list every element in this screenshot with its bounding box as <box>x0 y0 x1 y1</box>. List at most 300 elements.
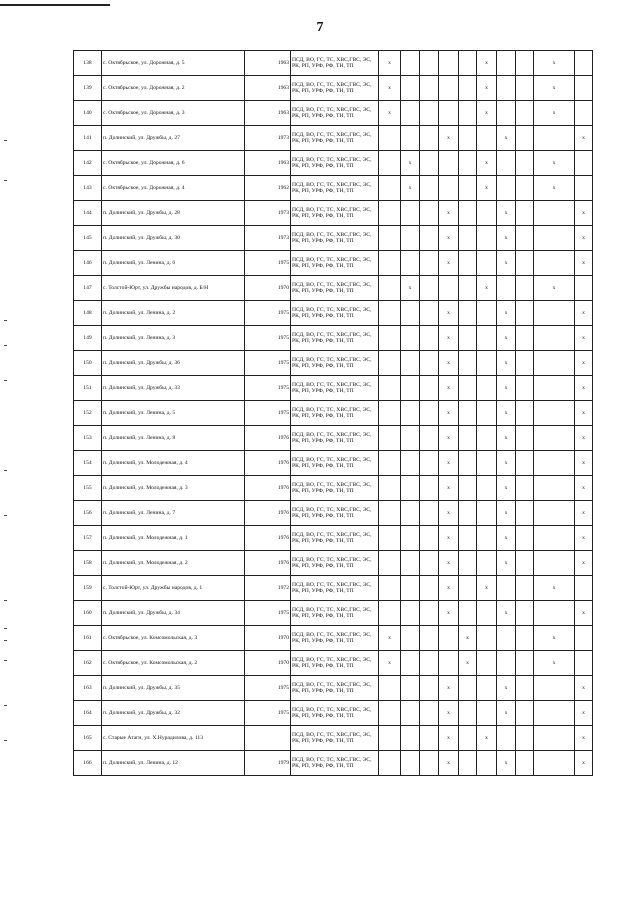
works-list-cell: ПСД, ВО, ГС, ТС, ХВС,ГВС, ЭС, РК, РП, УРФ, РФ, ТН, ТП <box>291 551 379 576</box>
mark-cell <box>401 376 420 401</box>
year-cell: 1975 <box>245 326 291 351</box>
mark-cell <box>497 76 516 101</box>
mark-cell <box>401 501 420 526</box>
mark-cell <box>534 676 575 701</box>
row-number-cell: 143 <box>74 176 102 201</box>
mark-cell <box>575 51 593 76</box>
address-cell: п. Долинский, ул. Дружбы, д. 33 <box>102 376 245 401</box>
mark-cell <box>516 76 534 101</box>
row-number-cell: 158 <box>74 551 102 576</box>
mark-cell <box>401 226 420 251</box>
mark-cell <box>420 601 439 626</box>
register-table-body <box>74 51 593 776</box>
mark-cell <box>459 601 477 626</box>
mark-cell <box>477 251 497 276</box>
mark-cell <box>420 101 439 126</box>
row-number-cell: 160 <box>74 601 102 626</box>
mark-cell <box>516 651 534 676</box>
mark-cell <box>534 751 575 776</box>
mark-cell <box>459 101 477 126</box>
row-number-cell: 165 <box>74 726 102 751</box>
works-list-cell: ПСД, ВО, ГС, ТС, ХВС,ГВС, ЭС, РК, РП, УРФ, РФ, ТН, ТП <box>291 451 379 476</box>
mark-cell <box>459 451 477 476</box>
mark-cell: x <box>575 301 593 326</box>
mark-cell <box>420 51 439 76</box>
mark-cell <box>420 701 439 726</box>
mark-cell: x <box>575 226 593 251</box>
table-row <box>74 176 593 201</box>
mark-cell <box>516 401 534 426</box>
mark-cell <box>534 476 575 501</box>
row-number-cell: 155 <box>74 476 102 501</box>
address-cell: п. Долинский, ул. Ленина, д. 2 <box>102 301 245 326</box>
mark-cell <box>401 751 420 776</box>
row-number-cell: 149 <box>74 326 102 351</box>
mark-cell <box>477 551 497 576</box>
address-cell: п. Долинский, ул. Дружбы, д. 34 <box>102 601 245 626</box>
table-row <box>74 51 593 76</box>
row-number-cell: 141 <box>74 126 102 151</box>
mark-cell: x <box>534 51 575 76</box>
table-row <box>74 226 593 251</box>
mark-cell <box>420 301 439 326</box>
mark-cell <box>534 601 575 626</box>
mark-cell: x <box>534 151 575 176</box>
year-cell <box>245 726 291 751</box>
mark-cell <box>420 76 439 101</box>
mark-cell <box>516 176 534 201</box>
mark-cell <box>459 701 477 726</box>
address-cell: п. Долинский, ул. Ленина, д. 7 <box>102 501 245 526</box>
mark-cell <box>459 176 477 201</box>
mark-cell <box>497 51 516 76</box>
mark-cell: x <box>497 551 516 576</box>
mark-cell <box>379 701 401 726</box>
mark-cell <box>459 401 477 426</box>
works-list-cell: ПСД, ВО, ГС, ТС, ХВС,ГВС, ЭС, РК, РП, УРФ, РФ, ТН, ТП <box>291 76 379 101</box>
mark-cell: x <box>477 76 497 101</box>
mark-cell <box>516 276 534 301</box>
address-cell: с. Толстой-Юрт, ул. Дружбы народов, д. 1 <box>102 576 245 601</box>
mark-cell: x <box>497 451 516 476</box>
works-list-cell: ПСД, ВО, ГС, ТС, ХВС,ГВС, ЭС, РК, РП, УРФ, РФ, ТН, ТП <box>291 626 379 651</box>
mark-cell <box>516 101 534 126</box>
year-cell: 1970 <box>245 276 291 301</box>
mark-cell <box>420 351 439 376</box>
mark-cell <box>516 301 534 326</box>
mark-cell: x <box>439 551 459 576</box>
mark-cell <box>439 151 459 176</box>
works-list-cell: ПСД, ВО, ГС, ТС, ХВС,ГВС, ЭС, РК, РП, УРФ, РФ, ТН, ТП <box>291 176 379 201</box>
address-cell: п. Долинский, ул. Ленина, д. 12 <box>102 751 245 776</box>
mark-cell <box>477 501 497 526</box>
address-cell: п. Долинский, ул. Дружбы, д. 36 <box>102 351 245 376</box>
mark-cell <box>379 751 401 776</box>
address-cell: п. Долинский, ул. Молодежная, д. 3 <box>102 476 245 501</box>
mark-cell <box>401 651 420 676</box>
mark-cell <box>477 426 497 451</box>
mark-cell <box>401 301 420 326</box>
table-row <box>74 476 593 501</box>
mark-cell: x <box>439 601 459 626</box>
address-cell: п. Долинский, ул. Молодежная, д. 1 <box>102 526 245 551</box>
mark-cell <box>379 601 401 626</box>
mark-cell <box>477 301 497 326</box>
mark-cell: x <box>497 676 516 701</box>
mark-cell: x <box>439 676 459 701</box>
margin-tick <box>4 345 7 346</box>
mark-cell: x <box>439 476 459 501</box>
mark-cell: x <box>477 576 497 601</box>
mark-cell: x <box>534 626 575 651</box>
mark-cell <box>477 201 497 226</box>
table-row <box>74 251 593 276</box>
mark-cell <box>534 401 575 426</box>
mark-cell <box>516 376 534 401</box>
mark-cell <box>459 276 477 301</box>
year-cell: 1979 <box>245 751 291 776</box>
mark-cell <box>420 526 439 551</box>
mark-cell <box>420 376 439 401</box>
mark-cell <box>575 176 593 201</box>
mark-cell <box>497 626 516 651</box>
mark-cell <box>379 476 401 501</box>
mark-cell <box>459 226 477 251</box>
table-row <box>74 626 593 651</box>
table-row <box>74 676 593 701</box>
mark-cell <box>379 326 401 351</box>
row-number-cell: 142 <box>74 151 102 176</box>
mark-cell <box>401 326 420 351</box>
mark-cell <box>401 476 420 501</box>
mark-cell <box>401 51 420 76</box>
mark-cell <box>575 276 593 301</box>
mark-cell <box>516 751 534 776</box>
mark-cell <box>420 651 439 676</box>
mark-cell: x <box>439 451 459 476</box>
mark-cell <box>516 51 534 76</box>
mark-cell <box>401 101 420 126</box>
mark-cell: x <box>497 301 516 326</box>
mark-cell <box>420 276 439 301</box>
works-list-cell: ПСД, ВО, ГС, ТС, ХВС,ГВС, ЭС, РК, РП, УРФ, РФ, ТН, ТП <box>291 351 379 376</box>
works-list-cell: ПСД, ВО, ГС, ТС, ХВС,ГВС, ЭС, РК, РП, УРФ, РФ, ТН, ТП <box>291 101 379 126</box>
mark-cell: x <box>575 326 593 351</box>
mark-cell <box>516 726 534 751</box>
address-cell: с. Октябрьское, ул. Дорожная, д. 3 <box>102 101 245 126</box>
mark-cell <box>401 401 420 426</box>
table-row <box>74 451 593 476</box>
mark-cell <box>459 526 477 551</box>
mark-cell <box>534 551 575 576</box>
mark-cell <box>420 201 439 226</box>
binding-margin <box>4 0 10 905</box>
table-row <box>74 276 593 301</box>
mark-cell <box>459 326 477 351</box>
address-cell: с. Октябрьское, ул. Дорожная, д. 2 <box>102 76 245 101</box>
mark-cell <box>477 526 497 551</box>
mark-cell: x <box>477 176 497 201</box>
mark-cell <box>534 226 575 251</box>
mark-cell <box>575 101 593 126</box>
address-cell: с. Октябрьское, ул. Комсомольская, д. 3 <box>102 626 245 651</box>
mark-cell: x <box>379 76 401 101</box>
row-number-cell: 152 <box>74 401 102 426</box>
mark-cell: x <box>439 201 459 226</box>
mark-cell <box>401 201 420 226</box>
mark-cell <box>420 426 439 451</box>
mark-cell <box>439 101 459 126</box>
mark-cell: x <box>497 476 516 501</box>
mark-cell <box>477 476 497 501</box>
mark-cell <box>516 551 534 576</box>
mark-cell <box>477 126 497 151</box>
works-list-cell: ПСД, ВО, ГС, ТС, ХВС,ГВС, ЭС, РК, РП, УРФ, РФ, ТН, ТП <box>291 576 379 601</box>
works-list-cell: ПСД, ВО, ГС, ТС, ХВС,ГВС, ЭС, РК, РП, УРФ, РФ, ТН, ТП <box>291 701 379 726</box>
mark-cell: x <box>575 476 593 501</box>
header-rule <box>0 4 110 6</box>
row-number-cell: 161 <box>74 626 102 651</box>
year-cell: 1975 <box>245 701 291 726</box>
mark-cell <box>497 576 516 601</box>
mark-cell <box>516 476 534 501</box>
mark-cell <box>420 676 439 701</box>
mark-cell <box>497 276 516 301</box>
mark-cell <box>575 76 593 101</box>
table-row <box>74 401 593 426</box>
year-cell: 1975 <box>245 251 291 276</box>
address-cell: п. Долинский, ул. Дружбы, д. 27 <box>102 126 245 151</box>
mark-cell <box>379 151 401 176</box>
mark-cell <box>534 126 575 151</box>
mark-cell <box>534 301 575 326</box>
mark-cell <box>401 601 420 626</box>
year-cell: 1962 <box>245 176 291 201</box>
mark-cell: x <box>497 376 516 401</box>
mark-cell: x <box>497 501 516 526</box>
address-cell: с. Старые Атаги, ул. Х.Нурадилова, д. 113 <box>102 726 245 751</box>
mark-cell <box>497 176 516 201</box>
table-row <box>74 701 593 726</box>
address-cell: с. Октябрьское, ул. Дорожная, д. 6 <box>102 151 245 176</box>
mark-cell: x <box>497 701 516 726</box>
year-cell: 1973 <box>245 226 291 251</box>
mark-cell: x <box>575 201 593 226</box>
year-cell: 1975 <box>245 301 291 326</box>
mark-cell <box>420 251 439 276</box>
mark-cell <box>575 651 593 676</box>
row-number-cell: 150 <box>74 351 102 376</box>
table-row <box>74 576 593 601</box>
works-list-cell: ПСД, ВО, ГС, ТС, ХВС,ГВС, ЭС, РК, РП, УРФ, РФ, ТН, ТП <box>291 476 379 501</box>
mark-cell <box>379 226 401 251</box>
mark-cell <box>420 126 439 151</box>
mark-cell: x <box>459 626 477 651</box>
mark-cell <box>401 676 420 701</box>
works-list-cell: ПСД, ВО, ГС, ТС, ХВС,ГВС, ЭС, РК, РП, УРФ, РФ, ТН, ТП <box>291 51 379 76</box>
row-number-cell: 154 <box>74 451 102 476</box>
mark-cell <box>516 126 534 151</box>
mark-cell: x <box>497 251 516 276</box>
mark-cell: x <box>497 601 516 626</box>
mark-cell <box>379 201 401 226</box>
mark-cell <box>534 351 575 376</box>
mark-cell <box>516 526 534 551</box>
year-cell: 1973 <box>245 201 291 226</box>
year-cell: 1970 <box>245 626 291 651</box>
mark-cell <box>516 676 534 701</box>
mark-cell <box>534 726 575 751</box>
mark-cell <box>379 176 401 201</box>
mark-cell: x <box>575 501 593 526</box>
mark-cell: x <box>439 251 459 276</box>
margin-tick <box>4 640 7 641</box>
row-number-cell: 162 <box>74 651 102 676</box>
mark-cell <box>516 201 534 226</box>
mark-cell: x <box>439 526 459 551</box>
mark-cell: x <box>439 126 459 151</box>
mark-cell <box>420 626 439 651</box>
table-row <box>74 376 593 401</box>
mark-cell <box>439 51 459 76</box>
mark-cell <box>459 376 477 401</box>
mark-cell <box>379 451 401 476</box>
table-row <box>74 551 593 576</box>
mark-cell <box>379 501 401 526</box>
address-cell: п. Долинский, ул. Дружбы, д. 28 <box>102 201 245 226</box>
mark-cell <box>379 526 401 551</box>
mark-cell: x <box>575 351 593 376</box>
mark-cell: x <box>379 626 401 651</box>
mark-cell: x <box>379 101 401 126</box>
mark-cell: x <box>459 651 477 676</box>
address-cell: п. Долинский, ул. Дружбы, д. 32 <box>102 701 245 726</box>
mark-cell <box>459 251 477 276</box>
mark-cell: x <box>477 51 497 76</box>
mark-cell <box>534 376 575 401</box>
mark-cell <box>420 151 439 176</box>
mark-cell <box>379 726 401 751</box>
row-number-cell: 145 <box>74 226 102 251</box>
year-cell: 1963 <box>245 151 291 176</box>
mark-cell <box>420 176 439 201</box>
mark-cell: x <box>534 276 575 301</box>
mark-cell: x <box>575 451 593 476</box>
mark-cell <box>401 626 420 651</box>
mark-cell <box>477 401 497 426</box>
mark-cell: x <box>534 76 575 101</box>
mark-cell: x <box>379 51 401 76</box>
mark-cell <box>379 551 401 576</box>
mark-cell: x <box>439 226 459 251</box>
mark-cell: x <box>575 251 593 276</box>
year-cell: 1963 <box>245 51 291 76</box>
mark-cell: x <box>575 601 593 626</box>
mark-cell: x <box>439 426 459 451</box>
mark-cell <box>477 326 497 351</box>
row-number-cell: 140 <box>74 101 102 126</box>
mark-cell: x <box>477 151 497 176</box>
mark-cell <box>516 501 534 526</box>
mark-cell: x <box>439 326 459 351</box>
mark-cell <box>534 201 575 226</box>
mark-cell <box>379 376 401 401</box>
mark-cell: x <box>497 226 516 251</box>
year-cell: 1976 <box>245 476 291 501</box>
mark-cell: x <box>497 751 516 776</box>
mark-cell <box>379 301 401 326</box>
works-list-cell: ПСД, ВО, ГС, ТС, ХВС,ГВС, ЭС, РК, РП, УРФ, РФ, ТН, ТП <box>291 301 379 326</box>
year-cell: 1976 <box>245 426 291 451</box>
mark-cell: x <box>439 401 459 426</box>
mark-cell: x <box>575 701 593 726</box>
mark-cell: x <box>575 401 593 426</box>
year-cell: 1975 <box>245 676 291 701</box>
table-row <box>74 76 593 101</box>
margin-tick <box>4 628 7 629</box>
mark-cell: x <box>534 576 575 601</box>
mark-cell: x <box>477 101 497 126</box>
mark-cell <box>477 376 497 401</box>
mark-cell: x <box>575 551 593 576</box>
year-cell: 1976 <box>245 501 291 526</box>
mark-cell <box>459 51 477 76</box>
margin-tick <box>4 740 7 741</box>
row-number-cell: 144 <box>74 201 102 226</box>
works-list-cell: ПСД, ВО, ГС, ТС, ХВС,ГВС, ЭС, РК, РП, УРФ, РФ, ТН, ТП <box>291 326 379 351</box>
row-number-cell: 139 <box>74 76 102 101</box>
works-list-cell: ПСД, ВО, ГС, ТС, ХВС,ГВС, ЭС, РК, РП, УРФ, РФ, ТН, ТП <box>291 226 379 251</box>
year-cell: 1976 <box>245 451 291 476</box>
mark-cell <box>420 501 439 526</box>
works-list-cell: ПСД, ВО, ГС, ТС, ХВС,ГВС, ЭС, РК, РП, УРФ, РФ, ТН, ТП <box>291 676 379 701</box>
mark-cell <box>439 651 459 676</box>
mark-cell: x <box>497 126 516 151</box>
address-cell: п. Долинский, ул. Ленина, д. 6 <box>102 251 245 276</box>
mark-cell <box>459 126 477 151</box>
year-cell: 1975 <box>245 401 291 426</box>
mark-cell: x <box>439 376 459 401</box>
mark-cell: x <box>401 176 420 201</box>
mark-cell: x <box>439 301 459 326</box>
works-list-cell: ПСД, ВО, ГС, ТС, ХВС,ГВС, ЭС, РК, РП, УРФ, РФ, ТН, ТП <box>291 401 379 426</box>
row-number-cell: 157 <box>74 526 102 551</box>
mark-cell <box>497 151 516 176</box>
mark-cell <box>420 226 439 251</box>
row-number-cell: 146 <box>74 251 102 276</box>
mark-cell: x <box>439 726 459 751</box>
mark-cell <box>459 726 477 751</box>
mark-cell <box>379 576 401 601</box>
mark-cell <box>401 426 420 451</box>
address-cell: п. Долинский, ул. Дружбы, д. 30 <box>102 226 245 251</box>
mark-cell <box>459 351 477 376</box>
address-cell: п. Долинский, ул. Ленина, д. 5 <box>102 401 245 426</box>
works-list-cell: ПСД, ВО, ГС, ТС, ХВС,ГВС, ЭС, РК, РП, УРФ, РФ, ТН, ТП <box>291 201 379 226</box>
row-number-cell: 164 <box>74 701 102 726</box>
mark-cell <box>459 551 477 576</box>
mark-cell <box>420 551 439 576</box>
mark-cell <box>459 751 477 776</box>
mark-cell <box>401 551 420 576</box>
mark-cell: x <box>575 376 593 401</box>
mark-cell: x <box>497 201 516 226</box>
year-cell: 1970 <box>245 651 291 676</box>
mark-cell <box>459 301 477 326</box>
mark-cell <box>459 676 477 701</box>
margin-tick <box>4 515 7 516</box>
mark-cell: x <box>575 426 593 451</box>
